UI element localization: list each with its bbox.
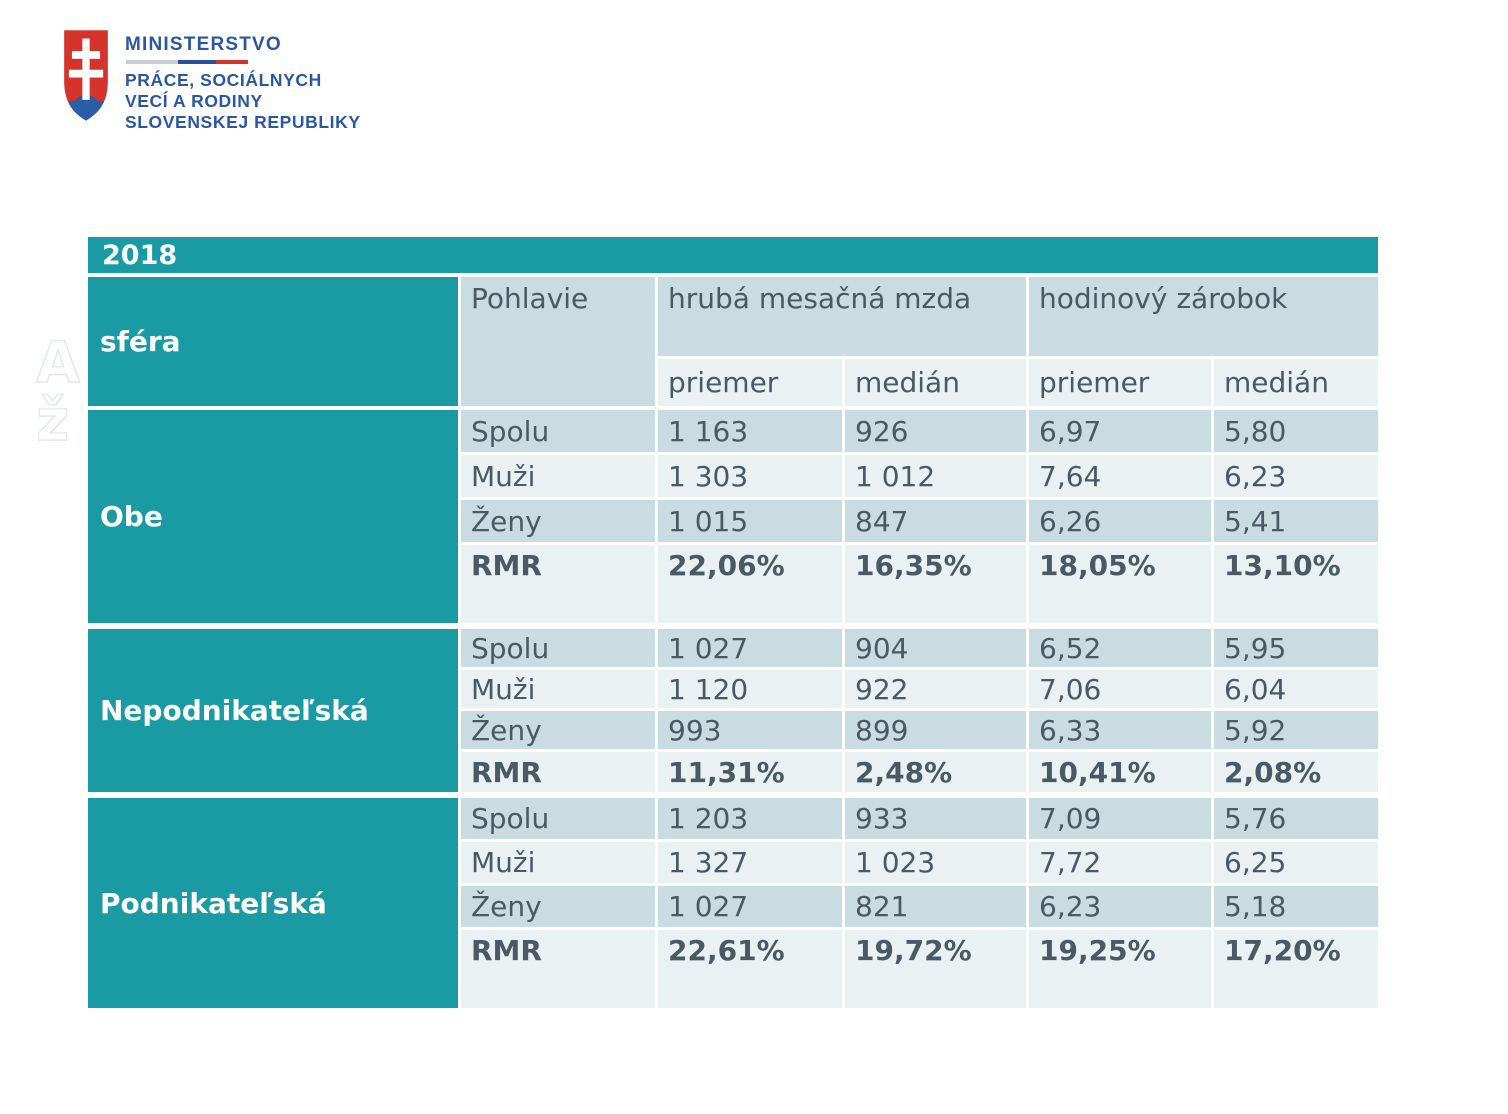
wage-table-header (88, 277, 1378, 406)
table-cell: 5,80 (1214, 410, 1378, 452)
column-header-hodinovy-zarobok: hodinový zárobok (1029, 277, 1378, 356)
table-cell: 5,18 (1214, 886, 1378, 927)
table-cell: 1 163 (658, 410, 842, 452)
row-label: Muži (461, 670, 655, 708)
logo-title: MINISTERSTVO (125, 34, 282, 55)
table-cell: 821 (845, 886, 1026, 927)
table-cell: 7,09 (1029, 798, 1211, 839)
logo-tricolor-rule (126, 60, 248, 64)
table-cell: 17,20% (1214, 930, 1378, 1008)
table-cell: 993 (658, 711, 842, 749)
watermark-line-2: ž (36, 388, 70, 454)
watermark-line-1: A (36, 330, 81, 396)
table-cell: 1 303 (658, 455, 842, 497)
table-cell: 13,10% (1214, 545, 1378, 623)
table-block-podnikatelska (88, 798, 1378, 1008)
table-cell: 6,26 (1029, 500, 1211, 542)
column-subheader-median-2: medián (1214, 359, 1378, 406)
table-cell: 899 (845, 711, 1026, 749)
table-cell: 5,92 (1214, 711, 1378, 749)
table-year-band: 2018 (88, 237, 1378, 273)
column-subheader-priemer-2: priemer (1029, 359, 1211, 406)
row-label: Spolu (461, 410, 655, 452)
column-header-hruba-mesacna-mzda: hrubá mesačná mzda (658, 277, 1026, 356)
table-cell: 6,23 (1029, 886, 1211, 927)
table-cell: 1 012 (845, 455, 1026, 497)
row-label: Spolu (461, 629, 655, 667)
row-label: Spolu (461, 798, 655, 839)
block-label: Nepodnikateľská (88, 629, 458, 792)
ministry-logo-text (125, 26, 361, 133)
table-cell: 926 (845, 410, 1026, 452)
table-cell: 933 (845, 798, 1026, 839)
table-cell: 18,05% (1029, 545, 1211, 623)
logo-line-4: SLOVENSKEJ REPUBLIKY (125, 112, 361, 132)
table-cell: 6,97 (1029, 410, 1211, 452)
row-label: Ženy (461, 500, 655, 542)
wage-table (88, 237, 1378, 1008)
table-cell: 19,72% (845, 930, 1026, 1008)
table-cell: 2,48% (845, 752, 1026, 792)
table-block-obe (88, 410, 1378, 623)
table-cell: 5,76 (1214, 798, 1378, 839)
column-subheader-priemer-1: priemer (658, 359, 842, 406)
table-cell: 7,64 (1029, 455, 1211, 497)
table-cell: 6,25 (1214, 842, 1378, 883)
table-cell: 1 027 (658, 886, 842, 927)
table-cell: 5,41 (1214, 500, 1378, 542)
block-label: Obe (88, 410, 458, 623)
table-cell: 22,61% (658, 930, 842, 1008)
table-cell: 1 023 (845, 842, 1026, 883)
row-label-rmr: RMR (461, 545, 655, 623)
table-block-nepodnikatelska (88, 629, 1378, 792)
table-cell: 7,72 (1029, 842, 1211, 883)
ministry-logo (60, 26, 361, 133)
watermark-letters (36, 330, 81, 454)
table-cell: 16,35% (845, 545, 1026, 623)
table-cell: 10,41% (1029, 752, 1211, 792)
logo-line-2: PRÁCE, SOCIÁLNYCH (125, 70, 322, 90)
row-label: Muži (461, 455, 655, 497)
row-label-rmr: RMR (461, 930, 655, 1008)
table-cell: 6,04 (1214, 670, 1378, 708)
table-cell: 847 (845, 500, 1026, 542)
row-label: Ženy (461, 711, 655, 749)
table-cell: 11,31% (658, 752, 842, 792)
table-cell: 22,06% (658, 545, 842, 623)
table-cell: 1 203 (658, 798, 842, 839)
table-cell: 904 (845, 629, 1026, 667)
table-cell: 1 120 (658, 670, 842, 708)
logo-line-3: VECÍ A RODINY (125, 91, 263, 111)
table-cell: 19,25% (1029, 930, 1211, 1008)
table-cell: 6,52 (1029, 629, 1211, 667)
table-cell: 1 015 (658, 500, 842, 542)
table-cell: 1 327 (658, 842, 842, 883)
table-cell: 5,95 (1214, 629, 1378, 667)
row-label: Ženy (461, 886, 655, 927)
table-cell: 7,06 (1029, 670, 1211, 708)
column-header-sfera: sféra (88, 277, 458, 406)
table-cell: 6,33 (1029, 711, 1211, 749)
slovak-coat-of-arms-icon (60, 26, 112, 128)
table-cell: 6,23 (1214, 455, 1378, 497)
table-cell: 1 027 (658, 629, 842, 667)
row-label: Muži (461, 842, 655, 883)
column-header-pohlavie: Pohlavie (461, 277, 655, 406)
row-label-rmr: RMR (461, 752, 655, 792)
table-cell: 2,08% (1214, 752, 1378, 792)
table-cell: 922 (845, 670, 1026, 708)
block-label: Podnikateľská (88, 798, 458, 1008)
column-subheader-median-1: medián (845, 359, 1026, 406)
